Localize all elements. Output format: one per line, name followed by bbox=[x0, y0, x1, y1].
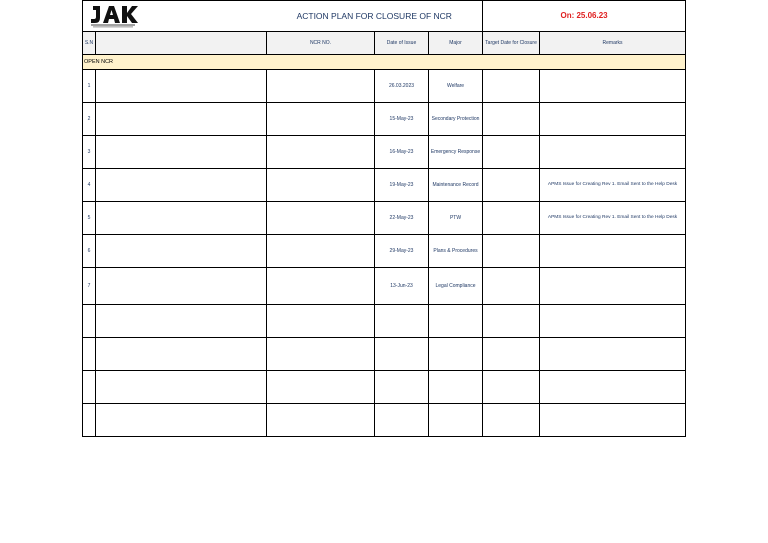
row-date-of-issue bbox=[375, 338, 429, 371]
row-major: Secondary Protection bbox=[429, 103, 483, 136]
row-description bbox=[96, 103, 267, 136]
row-remarks bbox=[540, 268, 686, 305]
row-ncr-no bbox=[267, 305, 375, 338]
row-ncr-no bbox=[267, 103, 375, 136]
row-sn: 6 bbox=[83, 235, 96, 268]
row-sn bbox=[83, 338, 96, 371]
sheet-title: ACTION PLAN FOR CLOSURE OF NCR bbox=[267, 1, 483, 32]
table-row bbox=[83, 136, 686, 169]
row-date-of-issue: 19-May-23 bbox=[375, 169, 429, 202]
col-remarks-header: Remarks bbox=[540, 32, 686, 55]
row-major bbox=[429, 404, 483, 437]
row-description bbox=[96, 338, 267, 371]
ncr-table bbox=[82, 0, 686, 437]
row-description bbox=[96, 404, 267, 437]
row-date-of-issue: 16-May-23 bbox=[375, 136, 429, 169]
row-target-date bbox=[483, 268, 540, 305]
row-description bbox=[96, 202, 267, 235]
row-major: Plans & Procedures bbox=[429, 235, 483, 268]
row-target-date bbox=[483, 202, 540, 235]
row-sn: 7 bbox=[83, 268, 96, 305]
row-major: Emergency Response bbox=[429, 136, 483, 169]
section-label: OPEN NCR bbox=[83, 55, 686, 70]
row-date-of-issue bbox=[375, 305, 429, 338]
row-sn bbox=[83, 404, 96, 437]
col-major-header: Major bbox=[429, 32, 483, 55]
title-row bbox=[83, 1, 686, 32]
row-description bbox=[96, 136, 267, 169]
row-remarks bbox=[540, 136, 686, 169]
row-target-date bbox=[483, 136, 540, 169]
row-remarks bbox=[540, 371, 686, 404]
row-major: Maintenance Record bbox=[429, 169, 483, 202]
table-row bbox=[83, 305, 686, 338]
row-ncr-no bbox=[267, 338, 375, 371]
row-description bbox=[96, 371, 267, 404]
row-remarks bbox=[540, 305, 686, 338]
row-major: Legal Compliance bbox=[429, 268, 483, 305]
row-description bbox=[96, 70, 267, 103]
row-remarks bbox=[540, 70, 686, 103]
row-ncr-no bbox=[267, 136, 375, 169]
row-remarks bbox=[540, 404, 686, 437]
col-sn-header: S.N bbox=[83, 32, 96, 55]
row-date-of-issue: 15-May-23 bbox=[375, 103, 429, 136]
row-ncr-no bbox=[267, 404, 375, 437]
row-remarks bbox=[540, 338, 686, 371]
row-target-date bbox=[483, 169, 540, 202]
row-ncr-no bbox=[267, 371, 375, 404]
row-date-of-issue: 13-Jun-23 bbox=[375, 268, 429, 305]
row-target-date bbox=[483, 103, 540, 136]
company-logo bbox=[87, 3, 139, 29]
report-date: On: 25.06.23 bbox=[483, 1, 686, 32]
row-ncr-no bbox=[267, 169, 375, 202]
row-description bbox=[96, 268, 267, 305]
row-sn bbox=[83, 305, 96, 338]
table-row bbox=[83, 70, 686, 103]
row-target-date bbox=[483, 338, 540, 371]
row-remarks bbox=[540, 103, 686, 136]
row-remarks bbox=[540, 235, 686, 268]
row-sn: 5 bbox=[83, 202, 96, 235]
row-date-of-issue: 22-May-23 bbox=[375, 202, 429, 235]
row-target-date bbox=[483, 305, 540, 338]
logo-cell bbox=[83, 1, 267, 32]
header-row bbox=[83, 32, 686, 55]
row-target-date bbox=[483, 235, 540, 268]
ncr-sheet bbox=[82, 0, 685, 437]
row-sn: 4 bbox=[83, 169, 96, 202]
row-remarks: APMS Issue for Creating Rev 1. Email Sent to the Help Desk bbox=[540, 202, 686, 235]
row-major bbox=[429, 305, 483, 338]
col-target-header: Target Date for Closure bbox=[483, 32, 540, 55]
row-major: PTW bbox=[429, 202, 483, 235]
row-date-of-issue: 29-May-23 bbox=[375, 235, 429, 268]
row-ncr-no bbox=[267, 202, 375, 235]
table-row bbox=[83, 404, 686, 437]
row-remarks: APMS Issue for Creating Rev 1. Email Sent to the Help Desk bbox=[540, 169, 686, 202]
row-ncr-no bbox=[267, 70, 375, 103]
col-date-header: Date of Issue bbox=[375, 32, 429, 55]
row-description bbox=[96, 169, 267, 202]
row-date-of-issue bbox=[375, 371, 429, 404]
row-target-date bbox=[483, 404, 540, 437]
row-description bbox=[96, 305, 267, 338]
table-row bbox=[83, 202, 686, 235]
row-date-of-issue bbox=[375, 404, 429, 437]
row-sn bbox=[83, 371, 96, 404]
rows-body bbox=[83, 70, 686, 437]
row-sn: 2 bbox=[83, 103, 96, 136]
table-row bbox=[83, 371, 686, 404]
col-desc-header bbox=[96, 32, 267, 55]
row-ncr-no bbox=[267, 268, 375, 305]
table-row bbox=[83, 268, 686, 305]
row-ncr-no bbox=[267, 235, 375, 268]
row-major: Welfare bbox=[429, 70, 483, 103]
row-description bbox=[96, 235, 267, 268]
row-target-date bbox=[483, 70, 540, 103]
section-row bbox=[83, 55, 686, 70]
col-ncr-header: NCR NO. bbox=[267, 32, 375, 55]
row-major bbox=[429, 338, 483, 371]
row-major bbox=[429, 371, 483, 404]
row-sn: 1 bbox=[83, 70, 96, 103]
row-sn: 3 bbox=[83, 136, 96, 169]
row-date-of-issue: 26.03.2023 bbox=[375, 70, 429, 103]
table-row bbox=[83, 338, 686, 371]
table-row bbox=[83, 169, 686, 202]
table-row bbox=[83, 235, 686, 268]
row-target-date bbox=[483, 371, 540, 404]
table-row bbox=[83, 103, 686, 136]
